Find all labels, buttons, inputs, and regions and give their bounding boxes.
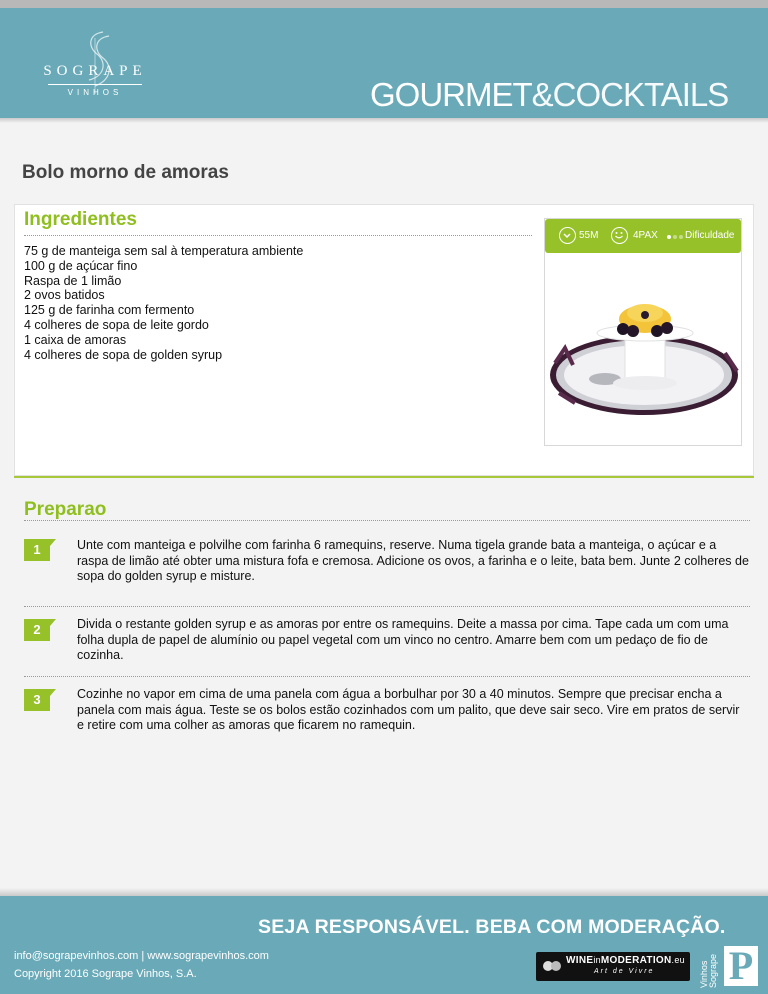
step-number-badge: 2 [24, 619, 50, 641]
wine-in-moderation-logo[interactable] [536, 952, 690, 981]
dessert-photo [545, 253, 742, 446]
partner-logo[interactable] [700, 944, 758, 988]
sogrape-logo[interactable] [30, 28, 160, 108]
difficulty-dot-empty [673, 235, 677, 239]
page-header [0, 8, 768, 118]
logo-divider [48, 84, 142, 85]
partner-line1: Vinhos [699, 960, 709, 988]
difficulty-dot-empty [679, 235, 683, 239]
servings: 4PAX [633, 230, 658, 241]
wim-moderation: MODERATION [600, 955, 672, 966]
step-text: Unte com manteiga e polvilhe com farinha 6 ramequins, reserve. Numa tigela grande bata a manteiga, o açúcar e a raspa de limão até obter uma mistura fofa e cremosa. Adicione os ovos, a farinha e o leite, bata bem. Junte 2 colheres de sopa do golden syrup e misture. [77, 538, 749, 583]
ingredients-list [24, 244, 303, 362]
ingredient-item: 125 g de farinha com fermento [24, 303, 195, 318]
recipe-title: Bolo morno de amoras [22, 162, 229, 183]
preparation-heading: Preparao [24, 499, 107, 520]
wim-eu: .eu [671, 955, 685, 965]
contact-links[interactable]: info@sograpevinhos.com | www.sograpevinhos.com [14, 950, 269, 962]
step-number-badge: 3 [24, 689, 50, 711]
ingredients-card-underline [14, 476, 754, 478]
recipe-info-bar [545, 219, 741, 253]
recipe-photo-box [544, 218, 742, 446]
footer-shadow [0, 888, 768, 896]
step-text: Cozinhe no vapor em cima de uma panela com água a borbulhar por 30 a 40 minutos. Sempre que precisar encha a panela com mais água. Teste se os bolos estão cozinhados com um palito, que deve sair seco. Vire em pratos de servir e retire com uma colher as amoras que ficarem no ramequin. [77, 687, 740, 732]
step-divider [24, 606, 750, 607]
wim-title [566, 955, 685, 966]
ingredients-divider [24, 235, 532, 236]
partner-line2: Sogrape [708, 953, 718, 988]
servings-icon [611, 227, 628, 244]
page-footer [0, 896, 768, 994]
ingredient-item: 4 colheres de sopa de golden syrup [24, 347, 223, 362]
brand-title-bold: GOURMET [370, 76, 532, 113]
copyright: Copyright 2016 Sogrape Vinhos, S.A. [14, 968, 197, 980]
ingredient-item: 4 colheres de sopa de leite gordo [24, 317, 209, 332]
logo-name: SOGRAPE [43, 63, 147, 79]
step-text: Divida o restante golden syrup e as amoras por entre os ramequins. Deite a massa por cima. Tape cada um com uma folha dupla de papel de alumínio ou papel vegetal com um vinco no centro. Amarre bem com um pedaço de fio de cozinha. [77, 617, 729, 662]
wine-glasses-icon [542, 958, 562, 974]
brand-title-thin: &COCKTAILS [531, 76, 729, 113]
logo-subtitle: VINHOS [67, 88, 123, 97]
step-number-badge: 1 [24, 539, 50, 561]
header-shadow [0, 118, 768, 123]
ingredient-item: 100 g de açúcar fino [24, 258, 138, 273]
ingredient-item: 2 ovos batidos [24, 288, 105, 303]
wim-wine: WINE [566, 955, 594, 966]
step-divider [24, 676, 750, 677]
prep-time: 55M [579, 230, 599, 241]
difficulty-dot-filled [667, 235, 671, 239]
brand-title [370, 76, 728, 114]
ingredient-item: Raspa de 1 limão [24, 273, 122, 288]
clock-icon [559, 227, 576, 244]
top-strip [0, 0, 768, 8]
partner-logo-text [700, 944, 718, 988]
ingredient-item: 75 g de manteiga sem sal à temperatura ambiente [24, 244, 304, 258]
partner-p-mark: P [724, 946, 758, 986]
wim-in: in [593, 955, 601, 965]
ingredients-heading: Ingredientes [24, 209, 137, 230]
preparation-divider [24, 520, 750, 521]
wim-tagline: Art de Vivre [594, 968, 655, 975]
difficulty-label: Dificuldade [685, 230, 735, 241]
ingredient-item: 1 caixa de amoras [24, 332, 127, 347]
responsibility-slogan: SEJA RESPONSÁVEL. BEBA COM MODERAÇÃO. [258, 916, 726, 938]
